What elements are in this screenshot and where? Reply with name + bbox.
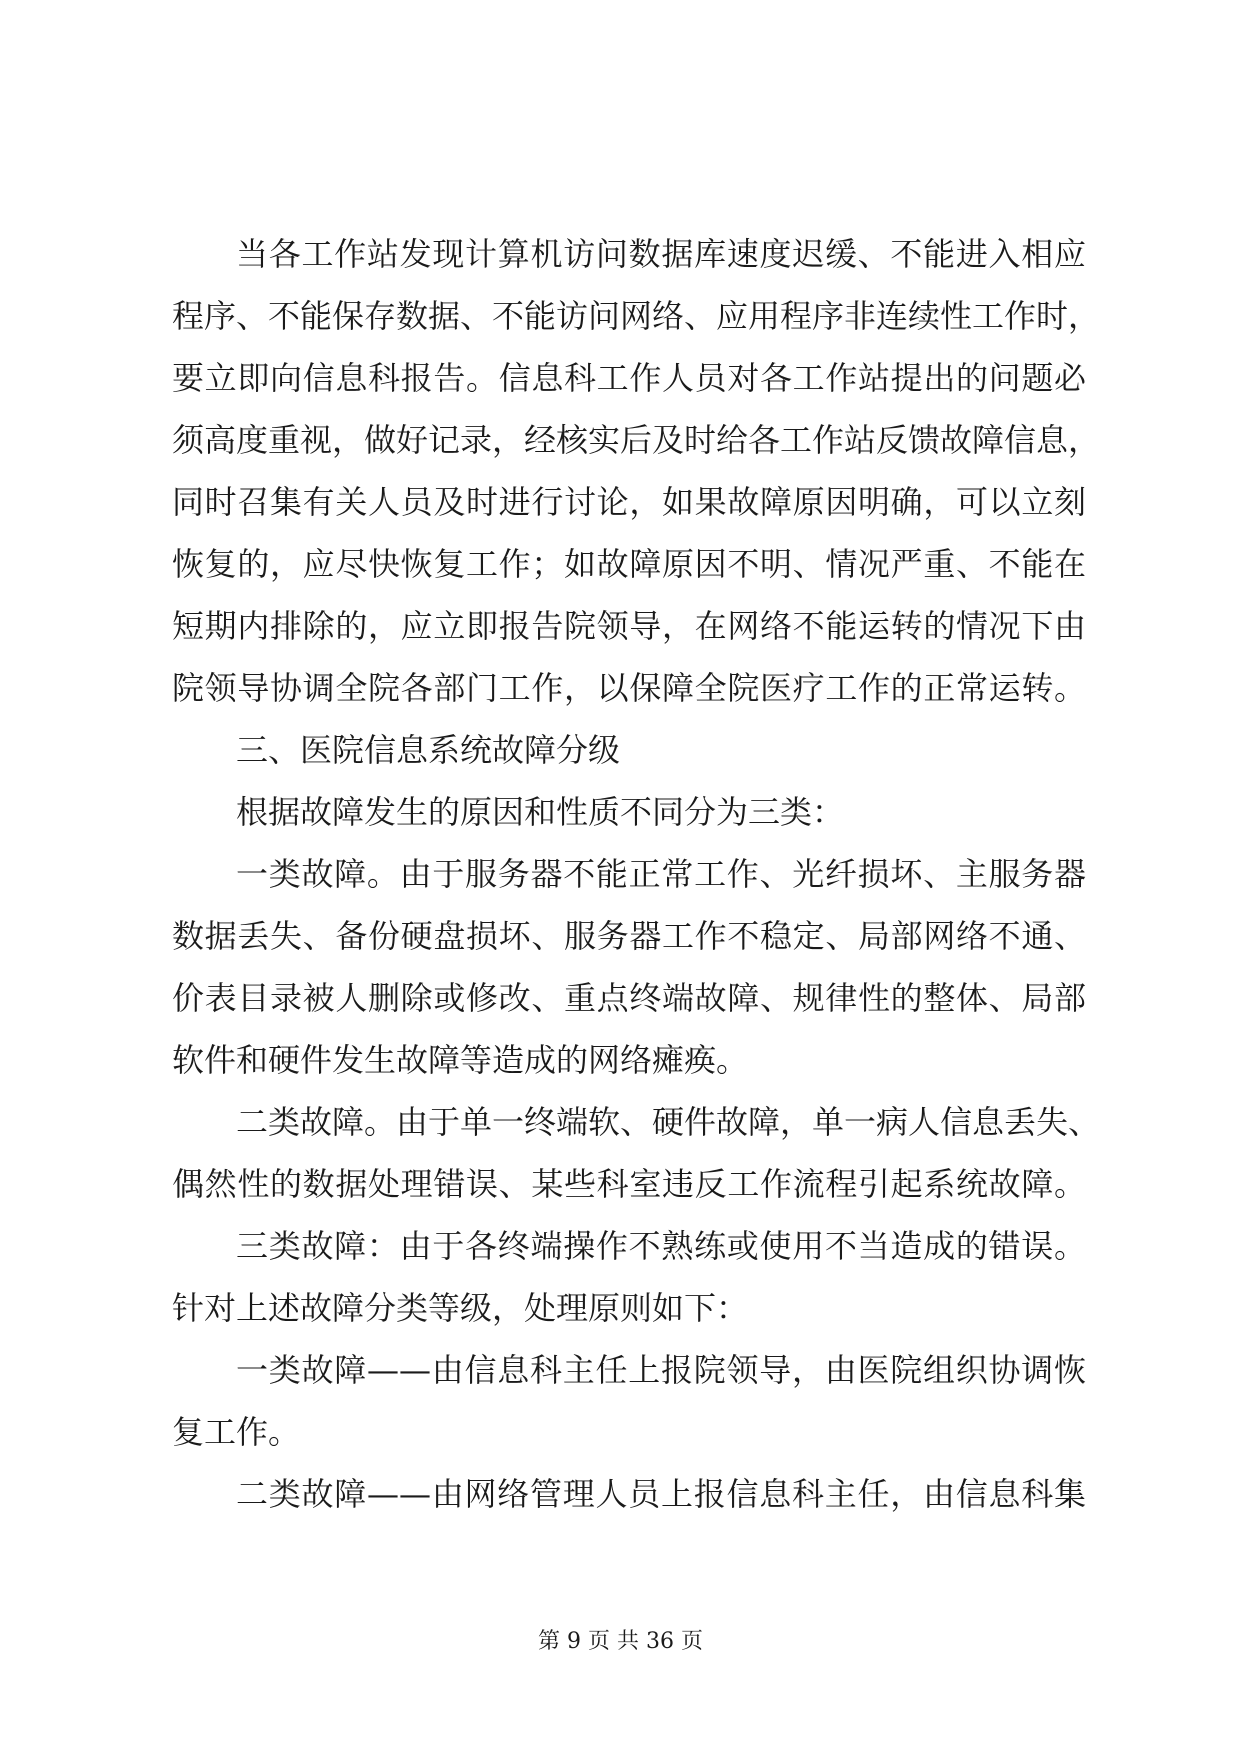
text-line: 短期内排除的，应立即报告院领导，在网络不能运转的情况下由	[172, 607, 1086, 645]
text-line: 同时召集有关人员及时进行讨论，如果故障原因明确，可以立刻	[172, 483, 1086, 521]
text-line: 复工作。	[172, 1413, 301, 1451]
text-line: 二类故障。由于单一终端软、硬件故障，单一病人信息丢失、	[236, 1103, 1101, 1141]
page-number-footer	[0, 1628, 1241, 1656]
text-line: 价表目录被人删除或修改、重点终端故障、规律性的整体、局部	[172, 979, 1086, 1017]
text-line: 一类故障——由信息科主任上报院领导，由医院组织协调恢	[236, 1351, 1086, 1389]
text-line: 须高度重视，做好记录，经核实后及时给各工作站反馈故障信息，	[172, 421, 1101, 459]
text-line: 恢复的，应尽快恢复工作；如故障原因不明、情况严重、不能在	[172, 545, 1086, 583]
text-line: 院领导协调全院各部门工作，以保障全院医疗工作的正常运转。	[172, 669, 1086, 707]
page-number: 第 9 页 共 36 页	[538, 1629, 703, 1654]
text-line: 针对上述故障分类等级，处理原则如下：	[172, 1289, 749, 1327]
text-line: 二类故障——由网络管理人员上报信息科主任，由信息科集	[236, 1475, 1086, 1513]
document-body	[172, 224, 1101, 1544]
text-line: 根据故障发生的原因和性质不同分为三类：	[236, 793, 845, 831]
text-line: 程序、不能保存数据、不能访问网络、应用程序非连续性工作时，	[172, 297, 1101, 335]
text-line: 三类故障：由于各终端操作不熟练或使用不当造成的错误。	[236, 1227, 1086, 1265]
text-line: 一类故障。由于服务器不能正常工作、光纤损坏、主服务器	[236, 855, 1086, 893]
text-line: 要立即向信息科报告。信息科工作人员对各工作站提出的问题必	[172, 359, 1086, 397]
text-line: 当各工作站发现计算机访问数据库速度迟缓、不能进入相应	[236, 235, 1086, 273]
section-heading: 三、医院信息系统故障分级	[236, 731, 621, 769]
text-line: 数据丢失、备份硬盘损坏、服务器工作不稳定、局部网络不通、	[172, 917, 1086, 955]
text-line: 软件和硬件发生故障等造成的网络瘫痪。	[172, 1041, 749, 1079]
text-line: 偶然性的数据处理错误、某些科室违反工作流程引起系统故障。	[172, 1165, 1086, 1203]
